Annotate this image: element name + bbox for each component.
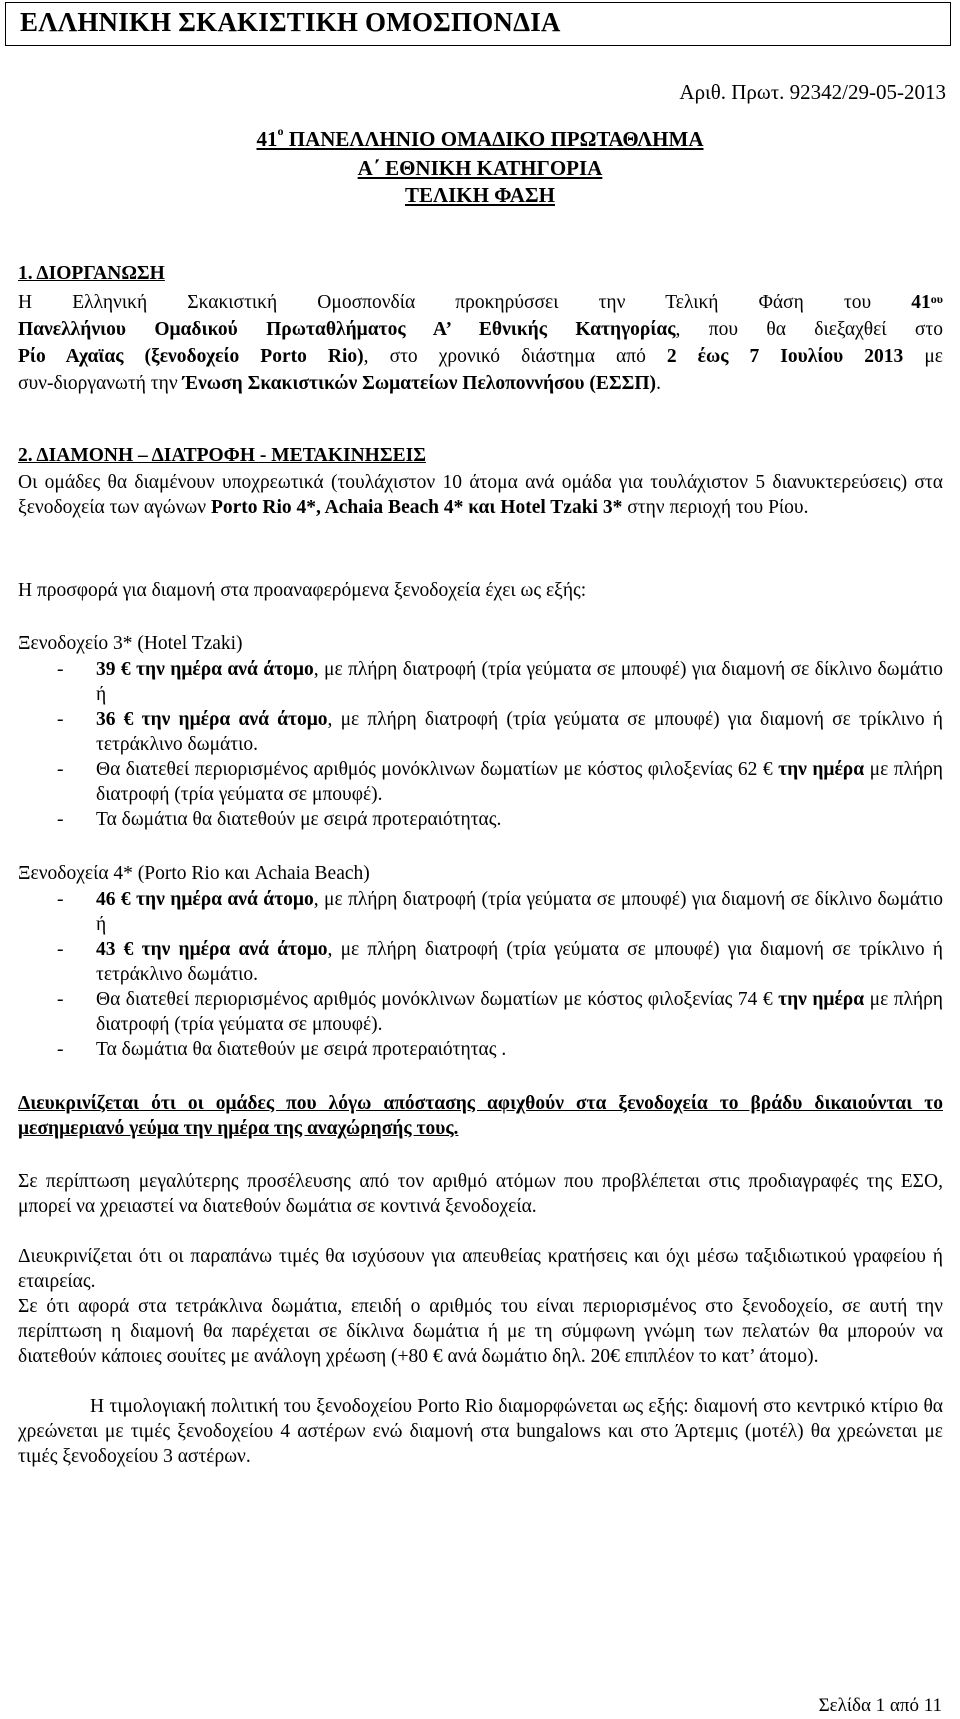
list-dash: - [57, 989, 64, 1010]
list-item: Θα διατεθεί περιορισμένος αριθμός μονόκλινων δωματίων με κόστος φιλοξενίας 62 € την ημέρα με πλήρη διατροφή (τρία γεύματα σε μπουφέ). [96, 759, 943, 805]
list-item: Τα δωμάτια θα διατεθούν με σειρά προτεραιότητας. [96, 809, 502, 830]
larger-attendance-paragraph: Σε περίπτωση μεγαλύτερης προσέλευσης από τον αριθμό ατόμων που προβλέπεται στις προδιαγραφές της ΕΣΟ, μπορεί να χρειαστεί να διατεθούν δωμάτια σε κοντινά ξενοδοχεία. [18, 1171, 943, 1217]
section-1-line-1: Η Ελληνική Σκακιστική Ομοσπονδία προκηρύσσει την Τελική Φάση του $41^{o\upsilon}$ [18, 292, 943, 313]
list-item: 46 € την ημέρα ανά άτομο, με πλήρη διατροφή (τρία γεύματα σε μπουφέ) για διαμονή σε δίκλινο δωμάτιο ή [96, 889, 943, 935]
section-2-paragraph: Οι ομάδες θα διαμένουν υποχρεωτικά (τουλάχιστον 10 άτομα ανά ομάδα για τουλάχιστον 5 διανυκτερεύσεις) στα ξενοδοχεία των αγώνων Porto Rio 4*, Achaia Beach 4* και Hotel Tzaki 3* στην περιοχή του Ρίου. [18, 472, 943, 518]
section-1-line-3: Ρίο Αχαϊας (ξενοδοχείο Porto Rio), στο χρονικό διάστημα από 2 έως 7 Ιουλίου 2013 με [18, 346, 943, 367]
arrival-clarification: Διευκρινίζεται ότι οι ομάδες που λόγω απόστασης αφιχθούν στα ξενοδοχεία το βράδυ δικαιούνται το μεσημεριανό γεύμα την ημέρα της αναχώρησής τους. [18, 1093, 943, 1139]
phase-title: ΤΕΛΙΚΗ ΦΑΣΗ [405, 183, 555, 207]
list-item: Θα διατεθεί περιορισμένος αριθμός μονόκλινων δωματίων με κόστος φιλοξενίας 74 € την ημέρα με πλήρη διατροφή (τρία γεύματα σε μπουφέ). [96, 989, 943, 1035]
list-item: Τα δωμάτια θα διατεθούν με σειρά προτεραιότητας . [96, 1039, 507, 1060]
list-dash: - [57, 759, 64, 780]
list-dash: - [57, 889, 64, 910]
section-2-title: 2. ΔΙΑΜΟΝΗ – ΔΙΑΤΡΟΦΗ - ΜΕΤΑΚΙΝΗΣΕΙΣ [18, 445, 426, 466]
hotel-porto-rio-title: Ξενοδοχεία 4* (Porto Rio και Achaia Beach) [18, 863, 370, 884]
list-dash: - [57, 659, 64, 680]
list-dash: - [57, 809, 64, 830]
hotel-tzaki-title: Ξενοδοχείο 3* (Hotel Tzaki) [18, 633, 243, 654]
list-dash: - [57, 939, 64, 960]
section-1-title: 1. ΔΙΟΡΓΑΝΩΣΗ [18, 263, 165, 284]
protocol-number: Αριθ. Πρωτ. 92342/29-05-2013 [679, 80, 946, 104]
list-item: 36 € την ημέρα ανά άτομο, με πλήρη διατροφή (τρία γεύματα σε μπουφέ) για διαμονή σε τρίκλινο ή τετράκλινο δωμάτιο. [96, 709, 943, 755]
championship-title: $41^o$ ΠΑΝΕΛΛΗΝΙΟ ΟΜΑΔΙΚΟ ΠΡΩΤΑΘΛΗΜΑ [256, 124, 704, 151]
list-dash: - [57, 709, 64, 730]
section-1-line-2: Πανελλήνιου Ομαδικού Πρωταθλήματος Α’ Εθνικής Κατηγορίας, που θα διεξαχθεί στο [18, 319, 944, 340]
list-dash: - [57, 1039, 64, 1060]
list-item: 39 € την ημέρα ανά άτομο, με πλήρη διατροφή (τρία γεύματα σε μπουφέ) για διαμονή σε δίκλινο δωμάτιο ή [96, 659, 943, 705]
organization-title: ΕΛΛΗΝΙΚΗ ΣΚΑΚΙΣΤΙΚΗ ΟΜΟΣΠΟΝΔΙΑ [20, 7, 561, 37]
list-item: 43 € την ημέρα ανά άτομο, με πλήρη διατροφή (τρία γεύματα σε μπουφέ) για διαμονή σε τρίκλινο ή τετράκλινο δωμάτιο. [96, 939, 943, 985]
offer-intro: Η προσφορά για διαμονή στα προαναφερόμενα ξενοδοχεία έχει ως εξής: [18, 580, 587, 601]
section-1-line-4: συν-διοργανωτή την Ένωση Σκακιστικών Σωματείων Πελοποννήσου (ΕΣΣΠ). [18, 373, 661, 394]
price-clarification-paragraph: Διευκρινίζεται ότι οι παραπάνω τιμές θα ισχύσουν για απευθείας κρατήσεις και όχι μέσω ταξιδιωτικού γραφείου ή εταιρείας. [18, 1246, 943, 1292]
quad-rooms-paragraph: Σε ότι αφορά στα τετράκλινα δωμάτια, επειδή ο αριθμός του είναι περιορισμένος στο ξενοδοχείο, σε αυτή την περίπτωση η διαμονή θα παρέχεται σε δίκλινα δωμάτια ή με τη σύμφωνη γνώμη των πελατών θα μπορούν να διατεθούν κάποιες σουίτες με ανάλογη χρέωση (+80 € ανά δωμάτιο δηλ. 20€ επιπλέον το κατ’ άτομο). [18, 1296, 943, 1367]
category-title: Α΄ ΕΘΝΙΚΗ ΚΑΤΗΓΟΡΙΑ [357, 156, 603, 180]
pricing-policy-paragraph: Η τιμολογιακή πολιτική του ξενοδοχείου Porto Rio διαμορφώνεται ως εξής: διαμονή στο κεντρικό κτίριο θα χρεώνεται με τιμές ξενοδοχείου 4 αστέρων ενώ διαμονή στα bungalows και στο Άρτεμις (μοτέλ) θα χρεώνεται με τιμές ξενοδοχείου 3 αστέρων. [18, 1396, 943, 1467]
page-number: Σελίδα 1 από 11 [818, 1695, 942, 1716]
header-box [5, 2, 951, 46]
